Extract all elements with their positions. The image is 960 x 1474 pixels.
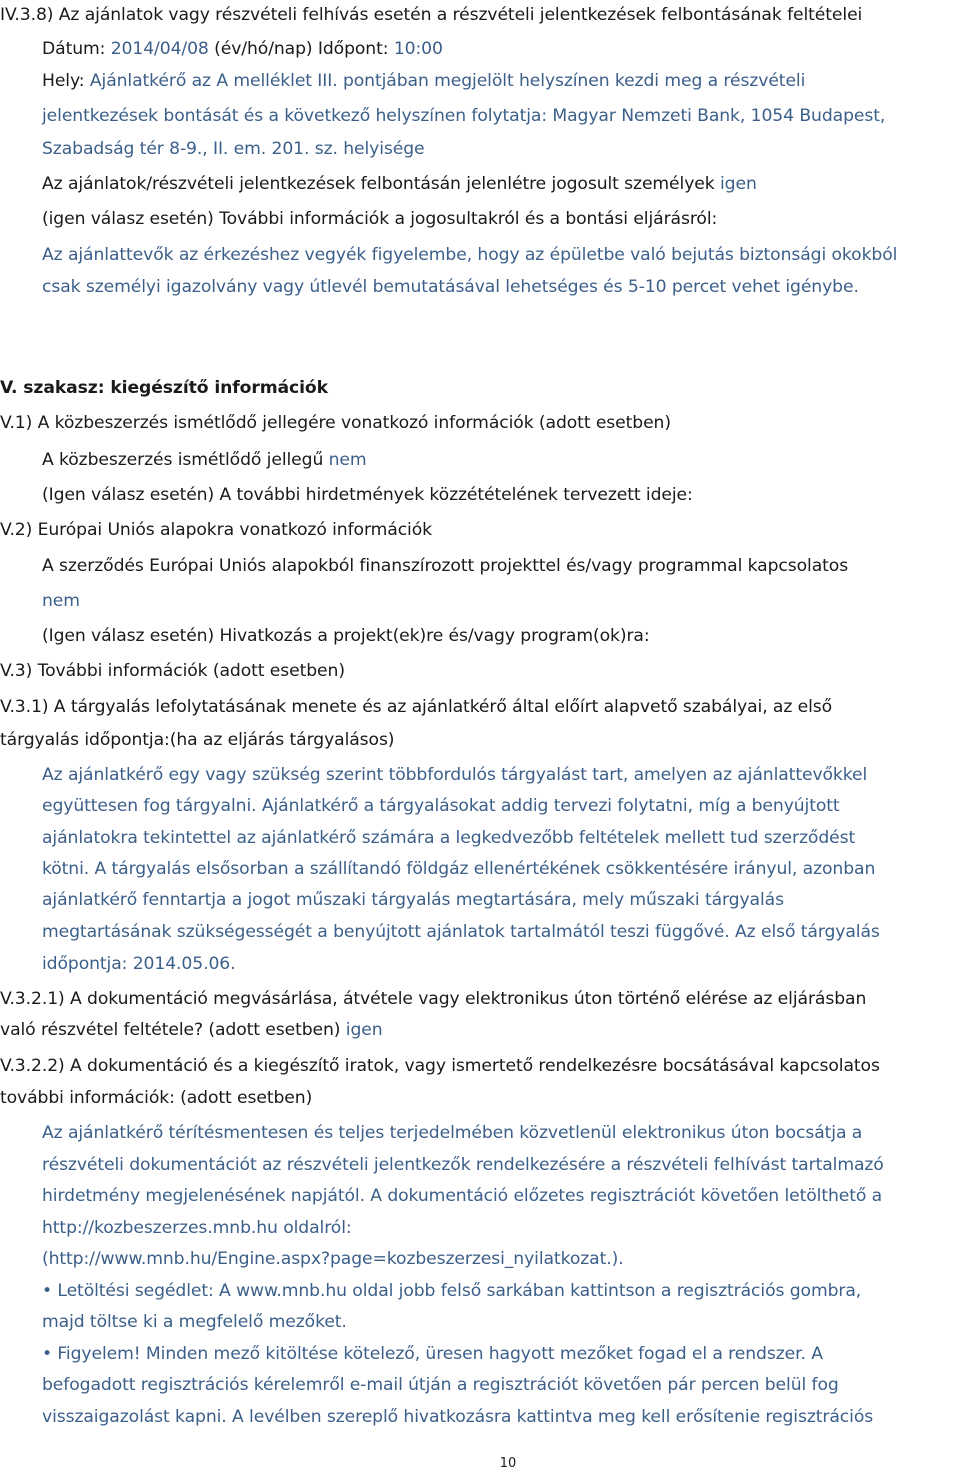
date-value: 2014/04/08 bbox=[110, 39, 209, 59]
section-heading-iv38: IV.3.8) Az ajánlatok vagy részvételi felhívás esetén a részvételi jelentkezések felbontásának feltételei bbox=[0, 5, 863, 25]
further-info-label: (igen válasz esetén) További információk a jogosultakról és a bontási eljárásról: bbox=[42, 209, 718, 229]
v31-text-line-7: időpontja: 2014.05.06. bbox=[42, 954, 236, 974]
place-line-1 bbox=[42, 70, 805, 92]
v31-text-line-5: ajánlatkérő fenntartja a jogot műszaki tárgyalás megtartására, mely műszaki tárgyalás bbox=[42, 890, 784, 910]
place-label: Hely: bbox=[42, 71, 90, 91]
v322-heading-line-2: további információk: (adott esetben) bbox=[0, 1088, 313, 1108]
v31-text-line-3: ajánlatokra tekintettel az ajánlatkérő számára a legkedvezőbb feltételek mellett tud szerződést bbox=[42, 828, 856, 848]
attention-line-3: visszaigazolást kapni. A levélben szereplő hivatkozásra kattintva meg kell erősítenie regisztrációs bbox=[42, 1407, 874, 1427]
v322-text-line-2: részvételi dokumentációt az részvételi jelentkezők rendelkezésére a részvételi felhívást tartalmazó bbox=[42, 1155, 884, 1175]
present-persons-line bbox=[42, 173, 757, 195]
v31-text-line-6: megtartásának szükségességét a benyújtott ajánlatok tartalmától teszi függővé. Az első tárgyalás bbox=[42, 922, 880, 942]
v321-label: való részvétel feltétele? (adott esetben) bbox=[0, 1020, 346, 1040]
v1-recurring-line bbox=[42, 449, 367, 471]
present-value: igen bbox=[719, 174, 757, 194]
v322-text-line-3: hirdetmény megjelenésének napjától. A dokumentáció előzetes regisztrációt követően letölthető a bbox=[42, 1186, 883, 1206]
v31-heading-line-2: tárgyalás időpontja:(ha az eljárás tárgyalásos) bbox=[0, 730, 395, 750]
time-value: 10:00 bbox=[393, 39, 443, 59]
further-info-line-2: csak személyi igazolvány vagy útlevél bemutatásával lehetséges és 5-10 percet vehet igénybe. bbox=[42, 277, 859, 297]
present-label: Az ajánlatok/részvételi jelentkezések felbontásán jelenlétre jogosult személyek bbox=[42, 174, 720, 194]
v2-label: A szerződés Európai Uniós alapokból finanszírozott projekttel és/vagy programmal kapcsolatos bbox=[42, 556, 849, 576]
v3-heading: V.3) További információk (adott esetben) bbox=[0, 661, 345, 681]
date-label: Dátum: bbox=[42, 39, 111, 59]
attention-line-1: • Figyelem! Minden mező kitöltése kötelező, üresen hagyott mezőket fogad el a rendszer. A bbox=[42, 1344, 823, 1364]
v322-text-line-1: Az ajánlatkérő térítésmentesen és teljes terjedelmében közvetlenül elektronikus úton bocsátja a bbox=[42, 1123, 863, 1143]
v2-value: nem bbox=[42, 591, 80, 611]
v321-line-2 bbox=[0, 1019, 383, 1041]
v321-line-1: V.3.2.1) A dokumentáció megvásárlása, átvétele vagy elektronikus úton történő elérése az eljárásban bbox=[0, 989, 867, 1009]
v1-value: nem bbox=[328, 450, 367, 470]
date-time-label: (év/hó/nap) Időpont: bbox=[208, 39, 394, 59]
v322-heading-line-1: V.3.2.2) A dokumentáció és a kiegészítő iratok, vagy ismertető rendelkezésre bocsátásával kapcsolatos bbox=[0, 1056, 880, 1076]
v1-heading: V.1) A közbeszerzés ismétlődő jellegére vonatkozó információk (adott esetben) bbox=[0, 413, 671, 433]
mnb-engine-link[interactable]: (http://www.mnb.hu/Engine.aspx?page=kozbeszerzesi_nyilatkozat.). bbox=[42, 1249, 624, 1269]
v2-sub: (Igen válasz esetén) Hivatkozás a projekt(ek)re és/vagy program(ok)ra: bbox=[42, 626, 650, 646]
v1-label: A közbeszerzés ismétlődő jellegű bbox=[42, 450, 329, 470]
v31-text-line-2: együttesen fog tárgyalni. Ajánlatkérő a tárgyalásokat addig tervezi folytatni, míg a benyújtott bbox=[42, 796, 840, 816]
v1-sub: (Igen válasz esetén) A további hirdetmények közzétételének tervezett ideje: bbox=[42, 485, 693, 505]
place-line-2: jelentkezések bontását és a következő helyszínen folytatja: Magyar Nemzeti Bank, 1054 Budapest, bbox=[42, 106, 886, 126]
download-help-line-1: • Letöltési segédlet: A www.mnb.hu oldal jobb felső sarkában kattintson a regisztrációs gombra, bbox=[42, 1281, 862, 1301]
section-v-title: V. szakasz: kiegészítő információk bbox=[0, 378, 328, 398]
v2-heading: V.2) Európai Uniós alapokra vonatkozó információk bbox=[0, 520, 432, 540]
v31-text-line-1: Az ajánlatkérő egy vagy szükség szerint többfordulós tárgyalást tart, amelyen az ajánlattevőkkel bbox=[42, 765, 868, 785]
v31-text-line-4: kötni. A tárgyalás elsősorban a szállítandó földgáz ellenértékének csökkentésére irányul, azonban bbox=[42, 859, 876, 879]
page-number: 10 bbox=[499, 1456, 517, 1471]
v31-heading-line-1: V.3.1) A tárgyalás lefolytatásának menete és az ajánlatkérő által előírt alapvető szabályai, az első bbox=[0, 697, 833, 717]
further-info-line-1: Az ajánlattevők az érkezéshez vegyék figyelembe, hogy az épületbe való bejutás biztonsági okokból bbox=[42, 245, 898, 265]
opening-date-line bbox=[42, 38, 443, 60]
kozbeszerzes-link[interactable]: http://kozbeszerzes.mnb.hu oldalról: bbox=[42, 1218, 352, 1238]
v321-value: igen bbox=[345, 1020, 383, 1040]
place-line-3: Szabadság tér 8-9., II. em. 201. sz. helyisége bbox=[42, 139, 425, 159]
download-help-line-2: majd töltse ki a megfelelő mezőket. bbox=[42, 1312, 347, 1332]
place-text: Ajánlatkérő az A melléklet III. pontjában megjelölt helyszínen kezdi meg a részvételi bbox=[89, 71, 806, 91]
attention-line-2: befogadott regisztrációs kérelemről e-mail útján a regisztrációt követően pár percen belül fog bbox=[42, 1375, 839, 1395]
